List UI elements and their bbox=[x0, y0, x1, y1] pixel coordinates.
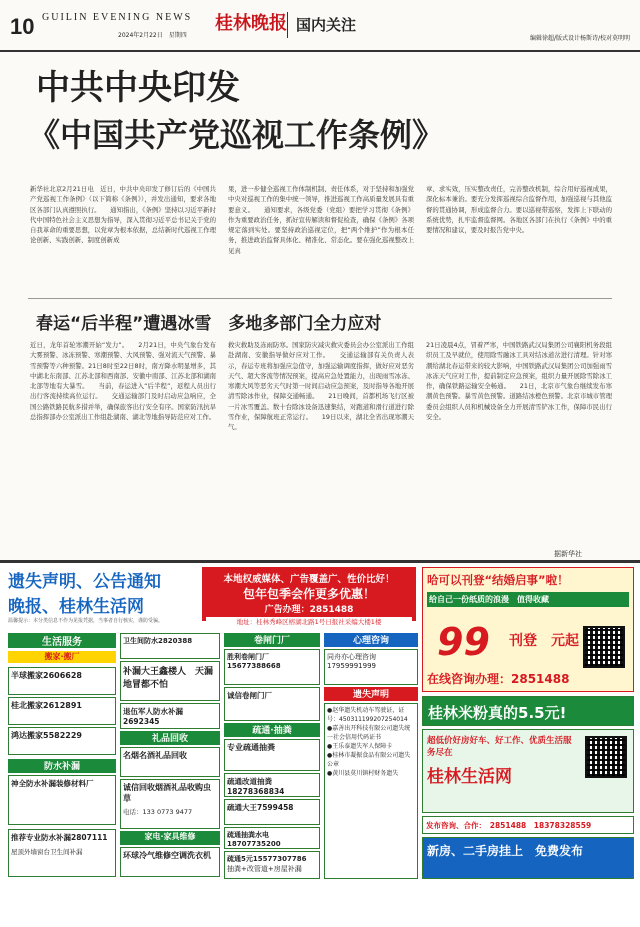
counseling-ad: 同舟亦心理咨询17959991999 bbox=[324, 649, 418, 685]
gift-ad-1: 名烟名酒礼品回收 bbox=[120, 747, 220, 777]
page-number: 10 bbox=[10, 14, 35, 39]
shutters-heading: 卷闸门厂 bbox=[224, 633, 320, 647]
repair-heading: 家电·家具维修 bbox=[120, 831, 220, 845]
drain-ad-5 bbox=[224, 851, 320, 879]
article2-col2: 救灾救助及冻雨防寒。国家防灾减灾救灾委员会办公室派出工作组赴湖南、安徽指导做好应对工作。 交通运输部有关负责人表示，春运专班将加强应急值守，加强运输调度指挥，做好应对恶劣天气、超大客流等情况预案，提高应急处置能力，出现雨雪冰冻、寒潮大风等恶劣天气时第一时间启动应急预案，及时指导各地开展清雪除冰作业，保障交通畅通。 21日晚间，首都机场飞行区被一片冰雪覆盖。数十台除冰设备迅速集结，对跑道和滑行道进行除雪作业，保障航班正常运行。 19日以来，湖北全省出现寒潮天气。 bbox=[228, 341, 414, 432]
hotline-label: 广告办理： bbox=[264, 605, 310, 615]
publish-contact: 发布咨询、合作： 2851488 18378328559 bbox=[422, 816, 634, 834]
hotline-number: 2851488 bbox=[309, 605, 354, 615]
gift-ad-2 bbox=[120, 779, 220, 829]
editor-credits: 编辑徐超/版式设计杨斯诗/校对莫明明 bbox=[529, 35, 630, 42]
price-unit: 刊登 元起 bbox=[509, 633, 579, 649]
classified-ads bbox=[0, 560, 640, 927]
byline: 据新华社 bbox=[554, 550, 582, 558]
housing-ad: 新房、二手房挂上 免费发布 bbox=[422, 837, 634, 879]
lost-notice-1: ●赵华遗失机动车驾驶证，证号：450311199207254014 bbox=[327, 707, 408, 723]
consult-line: 在线咨询办理：2851488 bbox=[427, 672, 570, 686]
promo-site: 桂林生活网 bbox=[427, 767, 512, 787]
waterproof-ad-2-title: 推荐专业防水补漏2807111 bbox=[11, 833, 108, 842]
section-title: 国内关注 bbox=[296, 16, 357, 34]
lost-notice-4: ●桂林市凝振食品有限公司遗失公章 bbox=[327, 752, 411, 768]
banner-line2: 晚报、桂林生活网 bbox=[8, 597, 144, 617]
divider bbox=[28, 298, 612, 299]
shutter-ad-1: 胜利卷闸门厂15677388668 bbox=[224, 649, 320, 685]
masthead-logo: 桂林晚报 bbox=[215, 13, 287, 34]
address: 地址：桂林秀峰区榕湖北路1号日报社采编大楼1楼 bbox=[206, 617, 412, 626]
paper-name-en: GUILIN EVENING NEWS bbox=[42, 12, 193, 23]
media-line2: 包年包季会作更多优惠！ bbox=[242, 587, 375, 601]
article1-col2: 果，进一步健全巡视工作体制机制、责任体系，对于坚持和加强党中央对巡视工作的集中统一领导，推进巡视工作高质量发展具有重要意义。 通知要求，各级党委（党组）要把学习贯彻《条例》作为重要政治任务，抓好宣传解读和督促检查，确保《条例》各项规定落到实处。要坚持政治巡视定位，把“两个维护”作为根本任务，推进政治监督具体化、精准化、常态化。要在强化巡视整改上见真 bbox=[228, 185, 414, 255]
shutter-ad-2: 诚信卷闸门厂 bbox=[224, 687, 320, 721]
lost-notice-2: ●嘉善出开科技有限公司遗失统一社会信用代码证书 bbox=[327, 725, 411, 741]
moving-ad-3: 鸿达搬家5582229 bbox=[8, 727, 116, 755]
waterproof-ad-1: 神全防水补漏装修材料厂 bbox=[8, 775, 116, 825]
gift-ad-2-title: 诚信回收烟酒礼品收购虫草 bbox=[123, 783, 211, 803]
media-line1: 本地权威媒体、广告覆盖广、性价比好！ bbox=[223, 574, 395, 585]
banner-note: 温馨提示：本分类信息不作为见报凭据，当事者自行核实，谨防受骗。 bbox=[8, 618, 164, 624]
leak-repair-ad: 补漏大王鑫楼人 天漏地冒都不怕 bbox=[120, 661, 220, 701]
lost-notice-3: ●王乐泰遗失军人保障卡 bbox=[327, 743, 393, 750]
lost-notices bbox=[324, 703, 418, 879]
banner-ad bbox=[8, 567, 198, 615]
lost-notice-heading: 遗失声明 bbox=[324, 687, 418, 701]
issue-date: 2024年2月22日 星期四 bbox=[118, 32, 187, 39]
moving-ad-2: 桂北搬家2612891 bbox=[8, 697, 116, 725]
article2-col1: 近日，龙年首轮寒潮开始“发力”。 2月21日，中央气象台发布大雾预警、冰冻预警、寒潮预警、大风预警、强对流天气预警、暴雪预警等六种预警。21日8时至22日8时，南方降水明显增多，其中湖北东南部、江苏北部和西南部、安徽中南部、江苏北部和湖南北部等地有大暴雪。 当前，春运进入“后半程”，返程人员出行出行客流持续高位运行。 交通运输部门及时启动应急响应，全国公路铁路民航多措并举，确保旅客出行安全有序。国家防汛抗旱总指挥部办公室派出工作组赴湖南、湖北等地指导防范应对工作。 bbox=[30, 341, 216, 422]
life-services-heading: 生活服务 bbox=[8, 633, 116, 648]
drain-ad-3: 疏通大王7599458 bbox=[224, 799, 320, 825]
gift-ad-2-tel: 电话：133 0773 9477 bbox=[123, 808, 193, 816]
rice-noodle-text: 桂林米粉真的5.5元! bbox=[428, 704, 567, 722]
wedding-title: 哈可以刊登“结婚启事”啦！ bbox=[427, 573, 569, 587]
banner-line1: 遗失声明、公告通知 bbox=[8, 572, 161, 592]
wedding-ad bbox=[422, 567, 634, 692]
drain-heading: 疏通·抽粪 bbox=[224, 723, 320, 737]
drain-ad-1: 专业疏通抽粪 bbox=[224, 739, 320, 771]
drain-ad-5-detail: 抽粪+改管道+房屋补漏 bbox=[227, 865, 302, 873]
headline-2: 《中国共产党巡视工作条例》 bbox=[28, 116, 445, 154]
drain-ad-2: 疏通改道抽粪18278368834 bbox=[224, 773, 320, 797]
header-divider bbox=[287, 12, 288, 38]
waterproof-ad-2 bbox=[8, 829, 116, 877]
headline-1: 中共中央印发 bbox=[36, 68, 240, 108]
moving-heading: 搬家·搬厂 bbox=[8, 651, 116, 663]
veteran-repair-ad: 退伍军人防水补漏2692345 bbox=[120, 703, 220, 729]
lost-notice-5: ●黄川县莫川镇村财务遗失 bbox=[327, 770, 399, 777]
drain-ad-5-title: 疏通5元15577307786 bbox=[227, 855, 307, 863]
wedding-sub: 给自己一份纸质的浪漫 值得收藏 bbox=[427, 592, 629, 607]
promo-text: 超低价好房好车、好工作、优质生活服务尽在 bbox=[427, 736, 572, 758]
moving-ad-1: 半球搬家2606628 bbox=[8, 667, 116, 695]
appliance-repair-ad: 环球冷气维修空调洗衣机 bbox=[120, 847, 220, 877]
counseling-heading: 心理咨询 bbox=[324, 633, 418, 647]
bathroom-ad: 卫生间防水2820388 bbox=[120, 633, 220, 659]
qr-code-2 bbox=[585, 736, 627, 778]
life-site-ad bbox=[422, 729, 634, 813]
article2-col3: 21日凌晨4点，冒着严寒，中国铁路武汉局集团公司襄阳机务段组织员工及早就位，使用除雪融冰工具对结冰道岔进行清理。针对寒潮给湖北春运带来的较大影响，中国铁路武汉局集团公司加强雨雪冰冻天气应对工作，提前制定应急预案，组织力量开展除雪除冰工作，确保铁路运输安全畅通。 21日，北京市气象台继续发布寒潮黄色预警。暴雪黄色预警。道路结冰橙色预警。北京市城市管理委员会组织人员和机械设备全力开展清雪铲冰工作，保障市民出行安全。 bbox=[426, 341, 612, 422]
article1-col1: 新华社北京2月21日电 近日，中共中央印发了修订后的《中国共产党巡视工作条例》（以下简称《条例》），并发出通知，要求各地区各部门认真遵照执行。 通知指出，《条例》坚持以习近平新时代中国特色社会主义思想为指导，深入贯彻习近平总书记关于党的自我革命的重要思想，以党章为根本依据，总结新时代巡视工作理论创新、实践创新、制度创新成 bbox=[30, 185, 216, 245]
gifts-heading: 礼品回收 bbox=[120, 731, 220, 745]
media-ad bbox=[202, 567, 416, 626]
rice-noodle-ad bbox=[422, 696, 634, 726]
article2-headline: 春运“后半程”遭遇冰雪 多地多部门全力应对 bbox=[36, 314, 382, 334]
waterproof-ad-2-detail: 屋顶外墙窗台卫生间补漏 bbox=[11, 848, 83, 856]
article1-col3: 章、求实效，压实整改责任，完善整改机制，综合用好巡视成果，深化标本兼治。要充分发挥巡视综合监督作用，加强巡视与其他监督的贯通协调，形成监督合力。要以巡视带巡察，发挥上下联动的系统优势，扎牢监督监督网。各地区各部门在执行《条例》中的重要情况和建议，要及时报告党中央。 bbox=[426, 185, 612, 235]
waterproof-heading: 防水补漏 bbox=[8, 759, 116, 773]
drain-ad-4: 疏通抽粪水电18707735200 bbox=[224, 827, 320, 849]
qr-code bbox=[583, 626, 625, 668]
price-99: 99 bbox=[437, 620, 490, 664]
